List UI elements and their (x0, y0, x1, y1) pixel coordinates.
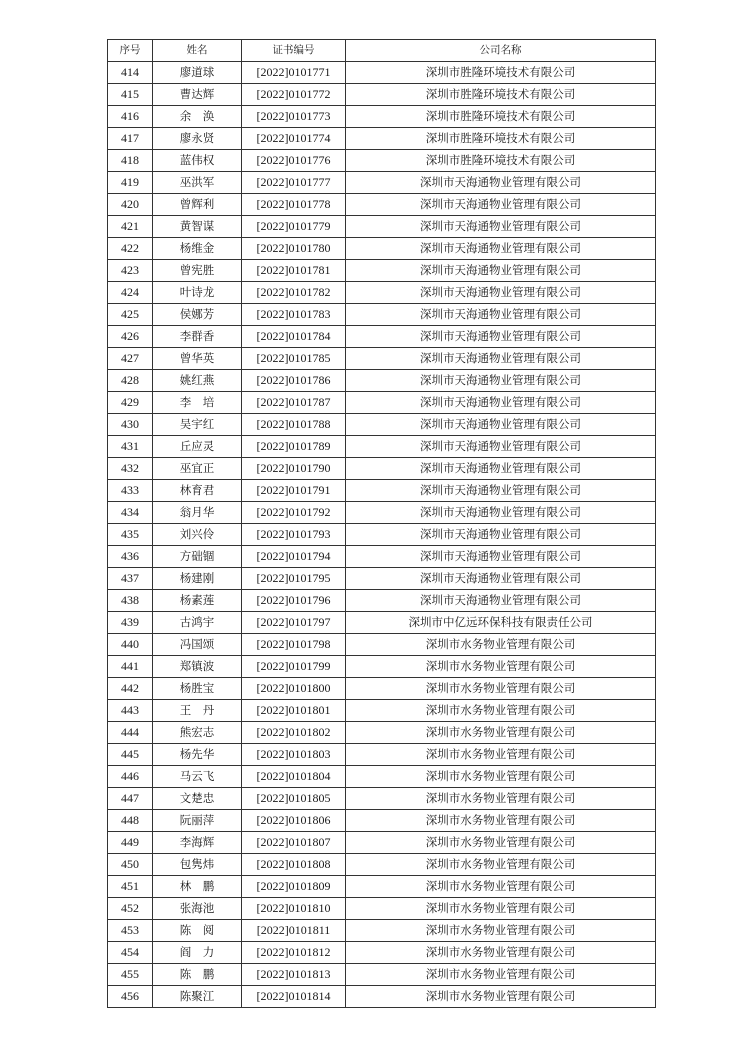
row-index-cell: 421 (108, 216, 153, 238)
row-company-cell: 深圳市胜隆环境技术有限公司 (346, 106, 656, 128)
table-row (108, 150, 656, 172)
table-row (108, 524, 656, 546)
row-company-cell: 深圳市水务物业管理有限公司 (346, 920, 656, 942)
row-company-cell: 深圳市天海通物业管理有限公司 (346, 238, 656, 260)
table-row (108, 832, 656, 854)
row-company-cell: 深圳市中亿远环保科技有限责任公司 (346, 612, 656, 634)
row-cert-cell: [2022]0101805 (242, 788, 346, 810)
row-company-cell: 深圳市天海通物业管理有限公司 (346, 590, 656, 612)
row-name-cell: 包隽炜 (153, 854, 242, 876)
row-cert-cell: [2022]0101771 (242, 62, 346, 84)
row-index-cell: 436 (108, 546, 153, 568)
row-company-cell: 深圳市天海通物业管理有限公司 (346, 392, 656, 414)
table-row (108, 612, 656, 634)
row-company-cell: 深圳市胜隆环境技术有限公司 (346, 150, 656, 172)
certificate-table-page (107, 39, 655, 1008)
row-cert-cell: [2022]0101798 (242, 634, 346, 656)
row-name-cell: 侯娜芳 (153, 304, 242, 326)
row-cert-cell: [2022]0101780 (242, 238, 346, 260)
row-name-cell: 杨胜宝 (153, 678, 242, 700)
row-index-cell: 445 (108, 744, 153, 766)
row-company-cell: 深圳市水务物业管理有限公司 (346, 700, 656, 722)
row-name-cell: 陈 阅 (153, 920, 242, 942)
row-index-cell: 433 (108, 480, 153, 502)
row-cert-cell: [2022]0101781 (242, 260, 346, 282)
row-name-cell: 廖道球 (153, 62, 242, 84)
row-cert-cell: [2022]0101784 (242, 326, 346, 348)
table-row (108, 964, 656, 986)
row-company-cell: 深圳市水务物业管理有限公司 (346, 788, 656, 810)
row-name-cell: 李 培 (153, 392, 242, 414)
table-row (108, 282, 656, 304)
row-cert-cell: [2022]0101785 (242, 348, 346, 370)
table-row (108, 414, 656, 436)
row-index-cell: 430 (108, 414, 153, 436)
row-index-cell: 435 (108, 524, 153, 546)
row-cert-cell: [2022]0101809 (242, 876, 346, 898)
table-row (108, 216, 656, 238)
table-row (108, 194, 656, 216)
row-cert-cell: [2022]0101800 (242, 678, 346, 700)
row-company-cell: 深圳市天海通物业管理有限公司 (346, 414, 656, 436)
row-cert-cell: [2022]0101795 (242, 568, 346, 590)
row-company-cell: 深圳市水务物业管理有限公司 (346, 634, 656, 656)
header-index: 序号 (108, 40, 153, 62)
table-row (108, 568, 656, 590)
row-company-cell: 深圳市天海通物业管理有限公司 (346, 260, 656, 282)
row-company-cell: 深圳市天海通物业管理有限公司 (346, 480, 656, 502)
row-company-cell: 深圳市水务物业管理有限公司 (346, 722, 656, 744)
row-name-cell: 余 涣 (153, 106, 242, 128)
row-cert-cell: [2022]0101772 (242, 84, 346, 106)
table-row (108, 854, 656, 876)
row-name-cell: 廖永贤 (153, 128, 242, 150)
row-cert-cell: [2022]0101802 (242, 722, 346, 744)
row-index-cell: 443 (108, 700, 153, 722)
row-company-cell: 深圳市天海通物业管理有限公司 (346, 370, 656, 392)
row-cert-cell: [2022]0101813 (242, 964, 346, 986)
row-company-cell: 深圳市水务物业管理有限公司 (346, 876, 656, 898)
row-company-cell: 深圳市水务物业管理有限公司 (346, 986, 656, 1008)
row-name-cell: 刘兴伶 (153, 524, 242, 546)
row-company-cell: 深圳市天海通物业管理有限公司 (346, 326, 656, 348)
row-index-cell: 418 (108, 150, 153, 172)
row-name-cell: 曹达辉 (153, 84, 242, 106)
row-company-cell: 深圳市天海通物业管理有限公司 (346, 458, 656, 480)
table-row (108, 744, 656, 766)
table-row (108, 898, 656, 920)
row-index-cell: 427 (108, 348, 153, 370)
header-cert: 证书编号 (242, 40, 346, 62)
row-index-cell: 424 (108, 282, 153, 304)
row-index-cell: 426 (108, 326, 153, 348)
row-cert-cell: [2022]0101788 (242, 414, 346, 436)
table-row (108, 546, 656, 568)
row-index-cell: 449 (108, 832, 153, 854)
row-name-cell: 曾华英 (153, 348, 242, 370)
row-cert-cell: [2022]0101774 (242, 128, 346, 150)
row-name-cell: 郑镇波 (153, 656, 242, 678)
table-row (108, 128, 656, 150)
row-company-cell: 深圳市天海通物业管理有限公司 (346, 304, 656, 326)
table-row (108, 788, 656, 810)
row-name-cell: 陈 鹏 (153, 964, 242, 986)
row-company-cell: 深圳市胜隆环境技术有限公司 (346, 84, 656, 106)
row-name-cell: 张海池 (153, 898, 242, 920)
row-cert-cell: [2022]0101773 (242, 106, 346, 128)
row-index-cell: 434 (108, 502, 153, 524)
table-row (108, 392, 656, 414)
row-cert-cell: [2022]0101791 (242, 480, 346, 502)
row-name-cell: 巫宜正 (153, 458, 242, 480)
row-name-cell: 林 鹏 (153, 876, 242, 898)
row-cert-cell: [2022]0101790 (242, 458, 346, 480)
row-cert-cell: [2022]0101799 (242, 656, 346, 678)
row-cert-cell: [2022]0101807 (242, 832, 346, 854)
row-cert-cell: [2022]0101782 (242, 282, 346, 304)
row-name-cell: 叶诗龙 (153, 282, 242, 304)
row-cert-cell: [2022]0101783 (242, 304, 346, 326)
row-company-cell: 深圳市水务物业管理有限公司 (346, 964, 656, 986)
row-name-cell: 陈聚江 (153, 986, 242, 1008)
row-index-cell: 429 (108, 392, 153, 414)
row-cert-cell: [2022]0101796 (242, 590, 346, 612)
row-index-cell: 444 (108, 722, 153, 744)
table-row (108, 678, 656, 700)
row-cert-cell: [2022]0101779 (242, 216, 346, 238)
row-name-cell: 曾宪胜 (153, 260, 242, 282)
row-index-cell: 417 (108, 128, 153, 150)
certificate-table (107, 39, 656, 1008)
row-index-cell: 442 (108, 678, 153, 700)
table-row (108, 502, 656, 524)
row-cert-cell: [2022]0101803 (242, 744, 346, 766)
table-row (108, 920, 656, 942)
row-name-cell: 阎 力 (153, 942, 242, 964)
table-row (108, 238, 656, 260)
table-row (108, 106, 656, 128)
row-name-cell: 杨维金 (153, 238, 242, 260)
table-row (108, 634, 656, 656)
row-company-cell: 深圳市天海通物业管理有限公司 (346, 282, 656, 304)
table-row (108, 942, 656, 964)
row-index-cell: 454 (108, 942, 153, 964)
row-index-cell: 438 (108, 590, 153, 612)
row-company-cell: 深圳市水务物业管理有限公司 (346, 942, 656, 964)
row-index-cell: 456 (108, 986, 153, 1008)
table-row (108, 458, 656, 480)
row-company-cell: 深圳市水务物业管理有限公司 (346, 744, 656, 766)
row-name-cell: 黄智谋 (153, 216, 242, 238)
row-cert-cell: [2022]0101810 (242, 898, 346, 920)
row-company-cell: 深圳市水务物业管理有限公司 (346, 832, 656, 854)
row-name-cell: 杨建刚 (153, 568, 242, 590)
row-company-cell: 深圳市胜隆环境技术有限公司 (346, 128, 656, 150)
table-row (108, 700, 656, 722)
row-cert-cell: [2022]0101808 (242, 854, 346, 876)
row-company-cell: 深圳市天海通物业管理有限公司 (346, 546, 656, 568)
row-index-cell: 450 (108, 854, 153, 876)
row-index-cell: 440 (108, 634, 153, 656)
row-cert-cell: [2022]0101792 (242, 502, 346, 524)
row-cert-cell: [2022]0101797 (242, 612, 346, 634)
row-company-cell: 深圳市天海通物业管理有限公司 (346, 502, 656, 524)
row-cert-cell: [2022]0101778 (242, 194, 346, 216)
row-index-cell: 414 (108, 62, 153, 84)
table-row (108, 348, 656, 370)
table-row (108, 722, 656, 744)
row-index-cell: 419 (108, 172, 153, 194)
row-index-cell: 425 (108, 304, 153, 326)
row-index-cell: 441 (108, 656, 153, 678)
row-index-cell: 431 (108, 436, 153, 458)
row-company-cell: 深圳市水务物业管理有限公司 (346, 678, 656, 700)
row-index-cell: 423 (108, 260, 153, 282)
row-cert-cell: [2022]0101814 (242, 986, 346, 1008)
row-cert-cell: [2022]0101786 (242, 370, 346, 392)
table-row (108, 172, 656, 194)
table-row (108, 986, 656, 1008)
row-name-cell: 翁月华 (153, 502, 242, 524)
row-name-cell: 姚红燕 (153, 370, 242, 392)
row-name-cell: 李群香 (153, 326, 242, 348)
row-name-cell: 蓝伟权 (153, 150, 242, 172)
row-name-cell: 吴宇红 (153, 414, 242, 436)
table-row (108, 370, 656, 392)
table-row (108, 436, 656, 458)
row-company-cell: 深圳市水务物业管理有限公司 (346, 854, 656, 876)
row-company-cell: 深圳市天海通物业管理有限公司 (346, 216, 656, 238)
row-index-cell: 446 (108, 766, 153, 788)
row-cert-cell: [2022]0101812 (242, 942, 346, 964)
table-row (108, 84, 656, 106)
row-name-cell: 文楚忠 (153, 788, 242, 810)
table-row (108, 480, 656, 502)
row-cert-cell: [2022]0101789 (242, 436, 346, 458)
row-name-cell: 杨先华 (153, 744, 242, 766)
table-row (108, 326, 656, 348)
row-index-cell: 432 (108, 458, 153, 480)
row-index-cell: 453 (108, 920, 153, 942)
row-cert-cell: [2022]0101787 (242, 392, 346, 414)
row-name-cell: 李海辉 (153, 832, 242, 854)
row-company-cell: 深圳市水务物业管理有限公司 (346, 766, 656, 788)
row-name-cell: 丘应灵 (153, 436, 242, 458)
table-header-row (108, 40, 656, 62)
row-cert-cell: [2022]0101806 (242, 810, 346, 832)
row-cert-cell: [2022]0101777 (242, 172, 346, 194)
row-name-cell: 熊宏志 (153, 722, 242, 744)
row-index-cell: 415 (108, 84, 153, 106)
row-cert-cell: [2022]0101811 (242, 920, 346, 942)
row-cert-cell: [2022]0101776 (242, 150, 346, 172)
row-name-cell: 曾辉利 (153, 194, 242, 216)
table-row (108, 766, 656, 788)
table-row (108, 656, 656, 678)
row-cert-cell: [2022]0101801 (242, 700, 346, 722)
row-cert-cell: [2022]0101793 (242, 524, 346, 546)
table-body (108, 62, 656, 1008)
table-row (108, 876, 656, 898)
row-company-cell: 深圳市天海通物业管理有限公司 (346, 436, 656, 458)
table-row (108, 810, 656, 832)
table-row (108, 304, 656, 326)
row-name-cell: 巫洪军 (153, 172, 242, 194)
row-index-cell: 452 (108, 898, 153, 920)
row-company-cell: 深圳市天海通物业管理有限公司 (346, 348, 656, 370)
row-cert-cell: [2022]0101804 (242, 766, 346, 788)
row-name-cell: 马云飞 (153, 766, 242, 788)
table-row (108, 590, 656, 612)
row-index-cell: 416 (108, 106, 153, 128)
row-index-cell: 451 (108, 876, 153, 898)
row-name-cell: 冯国颂 (153, 634, 242, 656)
row-index-cell: 420 (108, 194, 153, 216)
row-company-cell: 深圳市水务物业管理有限公司 (346, 656, 656, 678)
row-index-cell: 428 (108, 370, 153, 392)
header-company: 公司名称 (346, 40, 656, 62)
row-company-cell: 深圳市天海通物业管理有限公司 (346, 524, 656, 546)
row-name-cell: 古鸿宇 (153, 612, 242, 634)
row-cert-cell: [2022]0101794 (242, 546, 346, 568)
row-name-cell: 阮丽萍 (153, 810, 242, 832)
row-index-cell: 455 (108, 964, 153, 986)
header-name: 姓名 (153, 40, 242, 62)
table-row (108, 62, 656, 84)
row-company-cell: 深圳市胜隆环境技术有限公司 (346, 62, 656, 84)
row-name-cell: 方础锢 (153, 546, 242, 568)
row-index-cell: 447 (108, 788, 153, 810)
row-name-cell: 林育君 (153, 480, 242, 502)
row-name-cell: 杨素莲 (153, 590, 242, 612)
row-company-cell: 深圳市水务物业管理有限公司 (346, 898, 656, 920)
row-index-cell: 439 (108, 612, 153, 634)
row-index-cell: 422 (108, 238, 153, 260)
table-row (108, 260, 656, 282)
row-index-cell: 448 (108, 810, 153, 832)
row-company-cell: 深圳市水务物业管理有限公司 (346, 810, 656, 832)
row-index-cell: 437 (108, 568, 153, 590)
row-company-cell: 深圳市天海通物业管理有限公司 (346, 172, 656, 194)
row-company-cell: 深圳市天海通物业管理有限公司 (346, 194, 656, 216)
row-company-cell: 深圳市天海通物业管理有限公司 (346, 568, 656, 590)
row-name-cell: 王 丹 (153, 700, 242, 722)
